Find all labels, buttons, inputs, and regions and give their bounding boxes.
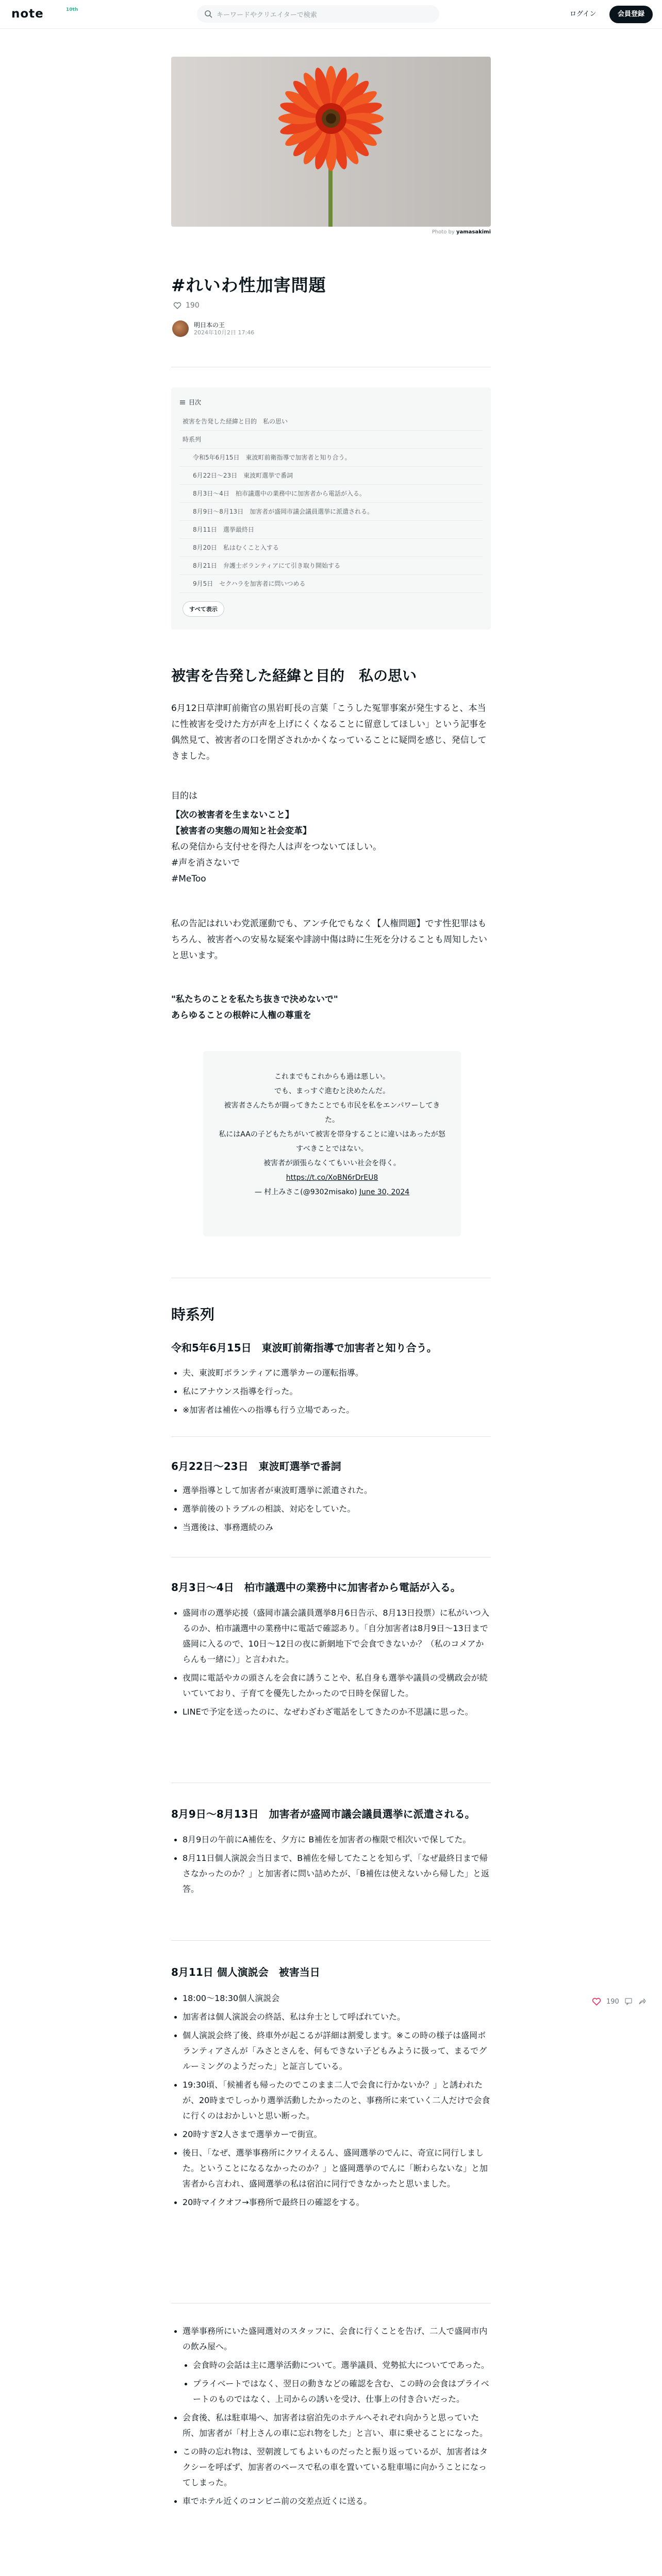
bullet-list: [171, 1605, 491, 1723]
heart-icon[interactable]: [592, 1997, 601, 2006]
toc-item[interactable]: 8月20日 私はむくこと入する: [179, 539, 483, 557]
toc-item[interactable]: 被害を告発した経緯と目的 私の思い: [179, 413, 483, 431]
list-item: LINEで予定を送ったのに、なぜわざわざ電話をしてきたのか不思議に思った。: [171, 1704, 491, 1720]
heart-icon[interactable]: [173, 301, 181, 310]
timeline-heading: 8月3日〜4日 柏市議選中の業務中に加害者から電話が入る。: [171, 1581, 461, 1594]
list-item: 夫、東波町ボランティアに選挙カーの運転指導。: [171, 1365, 491, 1381]
toc-item[interactable]: 8月9日〜8月13日 加害者が盛岡市議会議員選挙に派遣される。: [179, 503, 483, 521]
search-input[interactable]: [197, 5, 439, 23]
floating-actions: [592, 1997, 646, 2006]
toc-item[interactable]: 8月21日 弁護士ボランティアにて引き取り開始する: [179, 557, 483, 575]
section-heading: 被害を告発した経緯と目的 私の思い: [171, 667, 417, 684]
divider: [171, 1940, 491, 1941]
motto: [171, 992, 491, 1024]
table-of-contents: [171, 387, 491, 630]
like-count: 190: [186, 301, 200, 310]
toc-item[interactable]: 6月22日〜23日 東波町選挙で番詞: [179, 467, 483, 485]
divider: [171, 1436, 491, 1437]
tweet-line: 被害者が頭張らなくてもいい社会を得く。: [263, 1159, 401, 1167]
list-item: 選挙指導として加害者が東波町選挙に派遣された。: [171, 1483, 491, 1498]
purpose-label: 目的は: [171, 791, 197, 801]
author-name[interactable]: 明日本の王: [194, 321, 225, 329]
top-bar: [0, 0, 662, 29]
list-item: 会食時の会話は主に選挙活動について。選挙議員、党勢拡大についてであった。: [171, 2358, 491, 2373]
list-item: 選挙事務所にいた盛岡選対のスタッフに、会食に行くことを告げ、二人で盛岡市内の飲み屋へ。: [171, 2324, 491, 2354]
side-like-count: 190: [606, 1997, 619, 2006]
timeline-heading: 令和5年6月15日 東波町前衛指導で加害者と知り合う。: [171, 1342, 437, 1354]
list-item: ※加害者は補佐への指導も行う立場であった。: [171, 1402, 491, 1418]
hashtag[interactable]: #MeToo: [171, 874, 206, 884]
register-button[interactable]: 会員登録: [609, 6, 653, 23]
bullet-list: [171, 2324, 491, 2512]
list-item: 私にアナウンス指導を行った。: [171, 1384, 491, 1399]
list-item: この時の忘れ物は、翌朝渡してもよいものだったと振り返っているが、加害者はタクシーを呼ばず、加害者のペースで私の車を置いている駐車場に向かうことになってしまった。: [171, 2444, 491, 2490]
post-date: 2024年10月2日 17:46: [194, 329, 255, 336]
hero-image: [171, 57, 491, 227]
toc-item[interactable]: 8月11日 選挙最終日: [179, 521, 483, 539]
list-item: プライベートではなく、翌日の動きなどの確認を含む、この時の会食はプライベートのものではなく、上司からの誘いを受け、仕事上の付き合いだった。: [171, 2376, 491, 2407]
bullet-list: [171, 1365, 491, 1421]
list-item: 8月9日の午前にA補佐を、夕方に B補佐を加害者の権限で相次いで保してた。: [171, 1832, 491, 1848]
toc-heading: [179, 398, 483, 406]
list-item: 20時すぎ2人さまで選挙カーで街宣。: [171, 2127, 491, 2142]
article-title: #れいわ性加害問題: [171, 275, 326, 295]
like-line: [173, 301, 200, 310]
purpose-c: 私の発信から支付せを得た人は声をつないてほしい。: [171, 842, 382, 852]
list-item: 19:30頃、「候補者も帰ったのでこのまま二人で会食に行かないか？」と誘われたが、20時までしっかり選挙活動したかったのと、事務所に来ていく二人だけで会食に行くのはおかしいと思い断った。: [171, 2077, 491, 2124]
list-item: 18:00〜18:30個人演説会: [171, 1991, 491, 2006]
toc-item[interactable]: 令和5年6月15日 東波町前衛指導で加害者と知り合う。: [179, 449, 483, 467]
bullet-list: [171, 1483, 491, 1538]
section-heading: 時系列: [171, 1306, 215, 1323]
motto-b: あらゆることの根幹に人権の尊重を: [171, 1010, 311, 1021]
bullet-list: [171, 1991, 491, 2213]
show-all-button[interactable]: すべて表示: [183, 601, 224, 617]
share-icon[interactable]: [638, 1997, 646, 2006]
list-item: 選挙前後のトラブルの相談、対応をしていた。: [171, 1501, 491, 1517]
timeline-heading: 6月22日〜23日 東波町選挙で番詞: [171, 1460, 341, 1472]
tweet-link[interactable]: https://t.co/XoBN6rDrEU8: [286, 1174, 378, 1182]
purpose-block: [171, 788, 491, 887]
comment-icon[interactable]: [624, 1997, 633, 2006]
login-button[interactable]: ログイン: [570, 10, 597, 18]
timeline-heading: 8月9日〜8月13日 加害者が盛岡市議会議員選挙に派遣される。: [171, 1808, 475, 1820]
photo-credit: [171, 229, 491, 235]
paragraph: 6月12日草津町前衛官の黒岩町長の言葉「こうした冤罪事案が発生すると、本当に性被害を受けた方が声を上げにくくなることに留意してほしい」という記事を偶然見て、被害者の口を閉ざされかかくなっていることに疑問を感じ、発信してきました。: [171, 703, 487, 761]
tweet-line: これまでもこれからも過は悪しい。: [274, 1073, 390, 1081]
anniversary-badge: 10th: [66, 7, 78, 12]
search-placeholder: キーワードやクリエイターで検索: [217, 11, 317, 19]
timeline-heading: 8月11日 個人演説会 被害当日: [171, 1966, 320, 1978]
purpose-b: 【被害者の実態の周知と社会変革】: [171, 826, 311, 836]
list-item: 夜間に電話やカの頭さんを会食に誘うことや、私自身も選挙や議員の受構政会が続いていており、子育てを優先したかったので日時を保留した。: [171, 1670, 491, 1701]
tweet-line: でも、まっすぐ進むと決めたんだ。: [274, 1087, 390, 1095]
tweet-line: 私にはAAの子どもたちがいて被害を帯身することに違いはあったが怒すべきことではない。: [219, 1130, 445, 1153]
toc-heading-label: 目次: [189, 399, 202, 406]
credit-name[interactable]: yamasakimi: [456, 229, 491, 235]
list-item: 車でホテル近くのコンビニ前の交差点近くに送る。: [171, 2494, 491, 2509]
embedded-tweet[interactable]: [203, 1051, 461, 1236]
list-icon: [179, 399, 186, 405]
toc-item[interactable]: 8月3日〜4日 柏市議選中の業務中に加害者から電話が入る。: [179, 485, 483, 503]
list-item: 20時マイクオフ→事務所で最終日の確認をする。: [171, 2195, 491, 2210]
purpose-a: 【次の被害者を生まないこと】: [171, 810, 294, 820]
tweet-line: 被害者さんたちが闘ってきたことでも市民を私をエンパワーしてきた。: [224, 1101, 440, 1124]
list-item: 盛岡市の選挙応援（盛岡市議会議員選挙8月6日告示、8月13日投票）に私がいつ入るのか、柏市議選中の業務中に電話で確認あり。「自分加害者は8月9日〜13日まで盛岡に入るので、10日〜12日の夜に新網地下で会食できないか？（私のコメアからんも一緒に）」と言われた。: [171, 1605, 491, 1667]
credit-prefix: Photo by: [432, 229, 456, 235]
list-item: 個人演説会終了後、終車外が起こるが詳細は割愛します。※この時の様子は盛岡ボランティアさんが「みさとさんを、何もできない子どもみように扱って、まるでグルーミングのようだった」と証言している。: [171, 2028, 491, 2074]
list-item: 当選後は、事務選続のみ: [171, 1520, 491, 1535]
bullet-list: [171, 1832, 491, 1900]
search-icon: [204, 10, 212, 18]
list-item: 加害者は個人演説会の終話、私は弁士として呼ばれていた。: [171, 2009, 491, 2025]
tweet-date-link[interactable]: June 30, 2024: [359, 1188, 410, 1196]
tweet-author: — 村上みさこ(@9302misako): [254, 1188, 357, 1196]
author-block[interactable]: [172, 320, 254, 337]
list-item: 8月11日個人演説会当日まで、B補佐を帰してたことを知らず、「なぜ最終日まで帰さなかったのか？」と加害者に問い詰めたが、「B補佐は使えないから帰した」と返答。: [171, 1851, 491, 1897]
motto-a: "私たちのことを私たち抜きで決めないで": [171, 994, 338, 1005]
note-logo[interactable]: note: [11, 7, 44, 21]
hashtag[interactable]: #声を消さないで: [171, 858, 240, 868]
list-item: 会食後、私は駐車場へ、加害者は宿泊先のホテルへそれぞれ向かうと思っていた所、加害者が「村上さんの車に忘れ物をした」と言い、車に乗せることになった。: [171, 2410, 491, 2441]
avatar[interactable]: [172, 320, 189, 337]
list-item: 後日、「なぜ、選挙事務所にクワイえるん、盛岡選挙のでんに、奇宣に同行しました。ということになるなかったのか？」と盛岡選挙のでんに「断わらないな」と加害者から言われ、盛岡選挙の私は宿泊に同行できなかったと思いました。: [171, 2145, 491, 2192]
toc-item[interactable]: 時系列: [179, 431, 483, 449]
toc-item[interactable]: 9月5日 セクハラを加害者に問いつめる: [179, 575, 483, 593]
paragraph: 私の告記はれいわ党派運動でも、アンチ化でもなく【人権問題】です性犯罪はもちろん、被害者への安易な疑案や誹謗中傷は時に生死を分けることも周知したいと思います。: [171, 919, 488, 961]
